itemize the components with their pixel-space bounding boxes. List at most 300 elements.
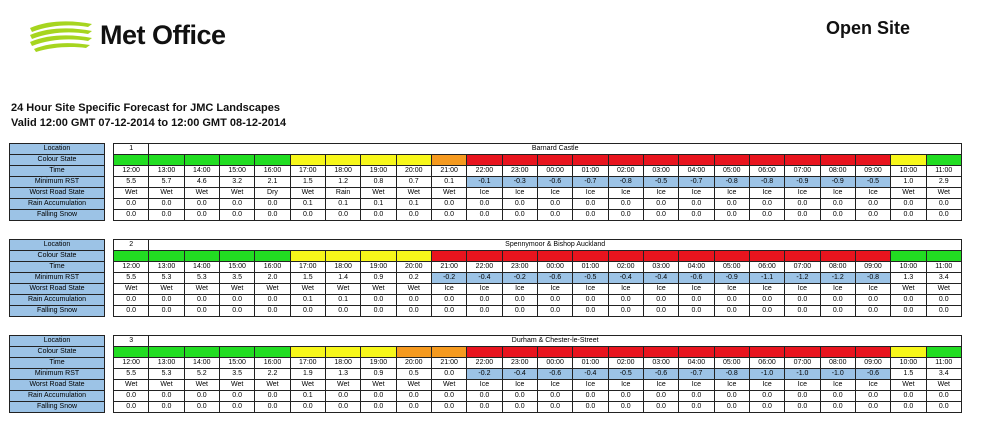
snow-cell: 0.0: [643, 306, 678, 317]
snow-cell: 0.0: [785, 402, 820, 413]
time-cell: 13:00: [149, 358, 184, 369]
row-label: Minimum RST: [10, 369, 105, 380]
time-cell: 16:00: [255, 358, 290, 369]
site-number: 1: [114, 144, 149, 155]
min-rst-cell: -0.1: [467, 177, 502, 188]
min-rst-cell: -0.4: [643, 273, 678, 284]
rain-accumulation-row: [10, 391, 962, 402]
page-header: [0, 0, 982, 80]
row-label: Worst Road State: [10, 380, 105, 391]
time-row: [10, 358, 962, 369]
time-cell: 02:00: [608, 166, 643, 177]
logo-text: Met Office: [100, 19, 226, 50]
snow-cell: 0.0: [926, 402, 961, 413]
min-rst-cell: -0.9: [714, 273, 749, 284]
colour-state-row: [10, 155, 962, 166]
time-cell: 20:00: [396, 358, 431, 369]
rain-cell: 0.0: [467, 295, 502, 306]
colour-state-cell: [361, 155, 396, 166]
time-row: [10, 262, 962, 273]
colour-state-cell: [749, 347, 784, 358]
colour-state-cell: [855, 251, 890, 262]
min-rst-cell: 5.3: [149, 273, 184, 284]
rain-cell: 0.0: [255, 295, 290, 306]
colour-state-cell: [114, 251, 149, 262]
time-cell: 00:00: [537, 358, 572, 369]
min-rst-cell: -0.6: [643, 369, 678, 380]
min-rst-cell: -0.6: [855, 369, 890, 380]
rain-cell: 0.0: [431, 199, 466, 210]
min-rst-cell: 5.7: [149, 177, 184, 188]
time-cell: 06:00: [749, 262, 784, 273]
min-rst-cell: -0.8: [714, 369, 749, 380]
colour-state-cell: [325, 347, 360, 358]
rain-cell: 0.1: [290, 295, 325, 306]
rain-cell: 0.1: [325, 199, 360, 210]
worst-road-cell: Ice: [573, 284, 608, 295]
min-rst-cell: 5.5: [114, 369, 149, 380]
colour-state-row: [10, 347, 962, 358]
snow-cell: 0.0: [325, 306, 360, 317]
time-cell: 19:00: [361, 166, 396, 177]
worst-road-cell: Wet: [114, 380, 149, 391]
snow-cell: 0.0: [184, 306, 219, 317]
worst-road-cell: Wet: [219, 188, 254, 199]
worst-road-cell: Ice: [502, 284, 537, 295]
min-rst-cell: 1.5: [891, 369, 926, 380]
min-rst-cell: 0.9: [361, 369, 396, 380]
rain-cell: 0.0: [785, 391, 820, 402]
snow-cell: 0.0: [184, 402, 219, 413]
snow-cell: 0.0: [926, 210, 961, 221]
min-rst-cell: -0.3: [502, 177, 537, 188]
row-label: Location: [10, 240, 105, 251]
snow-cell: 0.0: [714, 210, 749, 221]
colour-state-cell: [396, 155, 431, 166]
rain-cell: 0.0: [608, 295, 643, 306]
worst-road-cell: Wet: [891, 284, 926, 295]
time-cell: 23:00: [502, 358, 537, 369]
worst-road-cell: Wet: [926, 188, 961, 199]
row-label: Time: [10, 358, 105, 369]
time-cell: 11:00: [926, 358, 961, 369]
min-rst-cell: -0.2: [467, 369, 502, 380]
min-rst-cell: -1.0: [785, 369, 820, 380]
colour-state-cell: [361, 347, 396, 358]
time-cell: 14:00: [184, 358, 219, 369]
colour-state-cell: [431, 347, 466, 358]
rain-cell: 0.0: [749, 295, 784, 306]
time-cell: 12:00: [114, 166, 149, 177]
rain-cell: 0.0: [184, 295, 219, 306]
min-rst-cell: 1.5: [290, 177, 325, 188]
colour-state-cell: [537, 251, 572, 262]
colour-state-cell: [537, 347, 572, 358]
rain-cell: 0.0: [855, 391, 890, 402]
falling-snow-row: [10, 402, 962, 413]
met-office-swoosh-icon: [28, 18, 94, 52]
rain-cell: 0.0: [643, 295, 678, 306]
snow-cell: 0.0: [679, 306, 714, 317]
rain-cell: 0.0: [785, 199, 820, 210]
rain-cell: 0.0: [361, 391, 396, 402]
colour-state-cell: [820, 155, 855, 166]
worst-road-cell: Ice: [431, 284, 466, 295]
rain-cell: 0.0: [926, 295, 961, 306]
worst-road-cell: Wet: [361, 284, 396, 295]
worst-road-cell: Ice: [855, 188, 890, 199]
rain-cell: 0.0: [855, 295, 890, 306]
snow-cell: 0.0: [467, 306, 502, 317]
colour-state-cell: [820, 347, 855, 358]
worst-road-cell: Wet: [255, 284, 290, 295]
time-cell: 12:00: [114, 262, 149, 273]
rain-cell: 0.0: [361, 295, 396, 306]
time-cell: 10:00: [891, 358, 926, 369]
snow-cell: 0.0: [749, 306, 784, 317]
min-rst-cell: 5.5: [114, 273, 149, 284]
min-rst-cell: 5.3: [149, 369, 184, 380]
snow-cell: 0.0: [149, 306, 184, 317]
colour-state-cell: [573, 347, 608, 358]
time-cell: 08:00: [820, 166, 855, 177]
worst-road-cell: Wet: [114, 284, 149, 295]
colour-state-cell: [290, 347, 325, 358]
worst-road-cell: Wet: [184, 380, 219, 391]
worst-road-cell: Ice: [502, 188, 537, 199]
row-label: Falling Snow: [10, 402, 105, 413]
snow-cell: 0.0: [114, 306, 149, 317]
colour-state-cell: [184, 251, 219, 262]
min-rst-cell: -0.6: [679, 273, 714, 284]
snow-cell: 0.0: [749, 210, 784, 221]
rain-cell: 0.0: [643, 199, 678, 210]
min-rst-cell: -0.6: [537, 177, 572, 188]
colour-state-cell: [290, 155, 325, 166]
worst-road-cell: Ice: [467, 188, 502, 199]
rain-cell: 0.0: [891, 391, 926, 402]
time-cell: 15:00: [219, 358, 254, 369]
worst-road-cell: Rain: [325, 188, 360, 199]
worst-road-cell: Ice: [643, 284, 678, 295]
snow-cell: 0.0: [749, 402, 784, 413]
min-rst-cell: -0.5: [855, 177, 890, 188]
rain-cell: 0.0: [537, 295, 572, 306]
time-cell: 05:00: [714, 166, 749, 177]
snow-cell: 0.0: [573, 210, 608, 221]
colour-state-cell: [926, 155, 961, 166]
worst-road-cell: Ice: [855, 380, 890, 391]
worst-road-cell: Ice: [714, 188, 749, 199]
colour-state-cell: [219, 251, 254, 262]
worst-road-cell: Ice: [643, 188, 678, 199]
time-cell: 01:00: [573, 358, 608, 369]
min-rst-cell: 1.3: [325, 369, 360, 380]
worst-road-cell: Ice: [537, 188, 572, 199]
colour-state-cell: [820, 251, 855, 262]
colour-state-cell: [149, 155, 184, 166]
min-rst-cell: 5.2: [184, 369, 219, 380]
site-name: Spennymoor & Bishop Auckland: [149, 240, 962, 251]
worst-road-cell: Wet: [255, 380, 290, 391]
snow-cell: 0.0: [502, 210, 537, 221]
min-rst-cell: -0.4: [502, 369, 537, 380]
time-cell: 22:00: [467, 262, 502, 273]
worst-road-cell: Ice: [820, 284, 855, 295]
min-rst-cell: -0.2: [431, 273, 466, 284]
worst-road-cell: Wet: [325, 380, 360, 391]
colour-state-cell: [926, 251, 961, 262]
snow-cell: 0.0: [820, 210, 855, 221]
colour-state-cell: [255, 251, 290, 262]
snow-cell: 0.0: [608, 402, 643, 413]
row-label: Worst Road State: [10, 284, 105, 295]
min-rst-cell: -0.8: [714, 177, 749, 188]
colour-state-cell: [396, 251, 431, 262]
rain-cell: 0.0: [114, 295, 149, 306]
time-cell: 18:00: [325, 358, 360, 369]
colour-state-cell: [785, 251, 820, 262]
snow-cell: 0.0: [502, 306, 537, 317]
worst-road-cell: Wet: [114, 188, 149, 199]
time-cell: 10:00: [891, 166, 926, 177]
colour-state-cell: [325, 251, 360, 262]
snow-cell: 0.0: [820, 306, 855, 317]
row-label: Time: [10, 166, 105, 177]
rain-cell: 0.0: [749, 391, 784, 402]
colour-state-cell: [325, 155, 360, 166]
rain-cell: 0.0: [219, 295, 254, 306]
row-label: Time: [10, 262, 105, 273]
time-cell: 21:00: [431, 166, 466, 177]
time-cell: 16:00: [255, 262, 290, 273]
colour-state-cell: [184, 347, 219, 358]
rain-cell: 0.1: [325, 295, 360, 306]
site-block-1: [9, 143, 962, 221]
row-gap: [105, 380, 114, 391]
min-rst-cell: 0.5: [396, 369, 431, 380]
row-gap: [105, 391, 114, 402]
colour-state-cell: [785, 155, 820, 166]
rain-cell: 0.0: [926, 199, 961, 210]
snow-cell: 0.0: [114, 210, 149, 221]
min-rst-cell: 2.9: [926, 177, 961, 188]
worst-road-cell: Ice: [537, 380, 572, 391]
rain-cell: 0.0: [184, 391, 219, 402]
site-table: [9, 239, 962, 317]
time-cell: 21:00: [431, 262, 466, 273]
rain-cell: 0.0: [891, 199, 926, 210]
rain-cell: 0.0: [396, 295, 431, 306]
row-gap: [105, 358, 114, 369]
snow-cell: 0.0: [855, 210, 890, 221]
time-cell: 01:00: [573, 166, 608, 177]
rain-cell: 0.0: [714, 391, 749, 402]
min-rst-cell: 5.3: [184, 273, 219, 284]
colour-state-cell: [255, 155, 290, 166]
time-cell: 02:00: [608, 358, 643, 369]
worst-road-cell: Ice: [467, 284, 502, 295]
min-rst-cell: -0.5: [573, 273, 608, 284]
site-block-2: [9, 239, 962, 317]
min-rst-cell: -0.7: [679, 177, 714, 188]
rain-cell: 0.0: [255, 199, 290, 210]
time-cell: 06:00: [749, 358, 784, 369]
rain-cell: 0.0: [396, 391, 431, 402]
snow-cell: 0.0: [149, 210, 184, 221]
colour-state-cell: [184, 155, 219, 166]
colour-state-cell: [219, 347, 254, 358]
snow-cell: 0.0: [255, 306, 290, 317]
time-cell: 03:00: [643, 166, 678, 177]
time-cell: 14:00: [184, 262, 219, 273]
time-cell: 17:00: [290, 358, 325, 369]
location-row: [10, 240, 962, 251]
rain-cell: 0.0: [149, 199, 184, 210]
min-rst-cell: -1.0: [820, 369, 855, 380]
time-cell: 23:00: [502, 262, 537, 273]
row-label: Falling Snow: [10, 306, 105, 317]
rain-cell: 0.0: [679, 199, 714, 210]
min-rst-cell: -0.6: [537, 369, 572, 380]
row-label: Colour State: [10, 251, 105, 262]
colour-state-cell: [149, 347, 184, 358]
min-rst-cell: 1.4: [325, 273, 360, 284]
min-rst-cell: 2.0: [255, 273, 290, 284]
snow-cell: 0.0: [785, 210, 820, 221]
time-cell: 11:00: [926, 262, 961, 273]
colour-state-cell: [431, 155, 466, 166]
snow-cell: 0.0: [891, 402, 926, 413]
rain-cell: 0.0: [926, 391, 961, 402]
min-rst-cell: 0.0: [431, 369, 466, 380]
worst-road-cell: Wet: [290, 188, 325, 199]
rain-cell: 0.0: [502, 391, 537, 402]
worst-road-cell: Wet: [290, 380, 325, 391]
worst-road-cell: Ice: [608, 284, 643, 295]
min-rst-cell: -0.6: [537, 273, 572, 284]
rain-cell: 0.0: [502, 199, 537, 210]
row-gap: [105, 306, 114, 317]
min-rst-cell: 2.1: [255, 177, 290, 188]
snow-cell: 0.0: [679, 402, 714, 413]
min-rst-cell: 0.1: [431, 177, 466, 188]
min-rst-cell: 0.9: [361, 273, 396, 284]
rain-cell: 0.0: [608, 391, 643, 402]
snow-cell: 0.0: [396, 306, 431, 317]
time-cell: 23:00: [502, 166, 537, 177]
min-rst-cell: 2.2: [255, 369, 290, 380]
min-rst-cell: 0.8: [361, 177, 396, 188]
worst-road-cell: Wet: [219, 380, 254, 391]
rain-cell: 0.0: [467, 199, 502, 210]
snow-cell: 0.0: [431, 306, 466, 317]
snow-cell: 0.0: [219, 402, 254, 413]
snow-cell: 0.0: [114, 402, 149, 413]
site-number: 2: [114, 240, 149, 251]
report-title: 24 Hour Site Specific Forecast for JMC Landscapes: [11, 102, 280, 114]
snow-cell: 0.0: [361, 210, 396, 221]
colour-state-cell: [714, 347, 749, 358]
colour-state-cell: [749, 155, 784, 166]
min-rst-cell: -0.9: [785, 177, 820, 188]
snow-cell: 0.0: [926, 306, 961, 317]
worst-road-cell: Ice: [820, 188, 855, 199]
row-gap: [105, 210, 114, 221]
time-cell: 22:00: [467, 358, 502, 369]
rain-cell: 0.0: [573, 199, 608, 210]
rain-cell: 0.0: [820, 199, 855, 210]
time-row: [10, 166, 962, 177]
colour-state-cell: [926, 347, 961, 358]
worst-road-cell: Wet: [219, 284, 254, 295]
snow-cell: 0.0: [537, 210, 572, 221]
row-gap: [105, 336, 114, 347]
row-gap: [105, 155, 114, 166]
rain-cell: 0.0: [573, 295, 608, 306]
worst-road-cell: Ice: [749, 380, 784, 391]
snow-cell: 0.0: [431, 402, 466, 413]
min-rst-cell: -0.5: [608, 369, 643, 380]
worst-road-cell: Ice: [679, 188, 714, 199]
worst-road-cell: Ice: [502, 380, 537, 391]
snow-cell: 0.0: [290, 306, 325, 317]
worst-road-cell: Ice: [820, 380, 855, 391]
rain-cell: 0.0: [820, 295, 855, 306]
time-cell: 08:00: [820, 262, 855, 273]
row-gap: [105, 284, 114, 295]
worst-road-cell: Ice: [749, 188, 784, 199]
min-rst-cell: -0.8: [608, 177, 643, 188]
worst-road-cell: Wet: [926, 380, 961, 391]
colour-state-cell: [431, 251, 466, 262]
time-cell: 17:00: [290, 166, 325, 177]
time-cell: 19:00: [361, 358, 396, 369]
colour-state-cell: [608, 155, 643, 166]
colour-state-cell: [891, 347, 926, 358]
time-cell: 20:00: [396, 166, 431, 177]
snow-cell: 0.0: [608, 306, 643, 317]
site-name: Durham & Chester-le-Street: [149, 336, 962, 347]
time-cell: 06:00: [749, 166, 784, 177]
worst-road-cell: Ice: [749, 284, 784, 295]
rain-cell: 0.1: [361, 199, 396, 210]
snow-cell: 0.0: [502, 402, 537, 413]
colour-state-cell: [537, 155, 572, 166]
time-cell: 15:00: [219, 166, 254, 177]
snow-cell: 0.0: [537, 402, 572, 413]
snow-cell: 0.0: [855, 306, 890, 317]
min-rst-cell: 0.7: [396, 177, 431, 188]
min-rst-cell: 0.2: [396, 273, 431, 284]
worst-road-cell: Wet: [149, 380, 184, 391]
worst-road-cell: Ice: [573, 380, 608, 391]
rain-cell: 0.1: [396, 199, 431, 210]
row-gap: [105, 166, 114, 177]
time-cell: 12:00: [114, 358, 149, 369]
snow-cell: 0.0: [714, 306, 749, 317]
site-number: 3: [114, 336, 149, 347]
worst-road-state-row: [10, 380, 962, 391]
min-rst-cell: -0.8: [855, 273, 890, 284]
worst-road-cell: Wet: [149, 284, 184, 295]
colour-state-cell: [396, 347, 431, 358]
colour-state-cell: [714, 251, 749, 262]
snow-cell: 0.0: [325, 210, 360, 221]
snow-cell: 0.0: [891, 210, 926, 221]
row-label: Location: [10, 336, 105, 347]
rain-cell: 0.0: [749, 199, 784, 210]
